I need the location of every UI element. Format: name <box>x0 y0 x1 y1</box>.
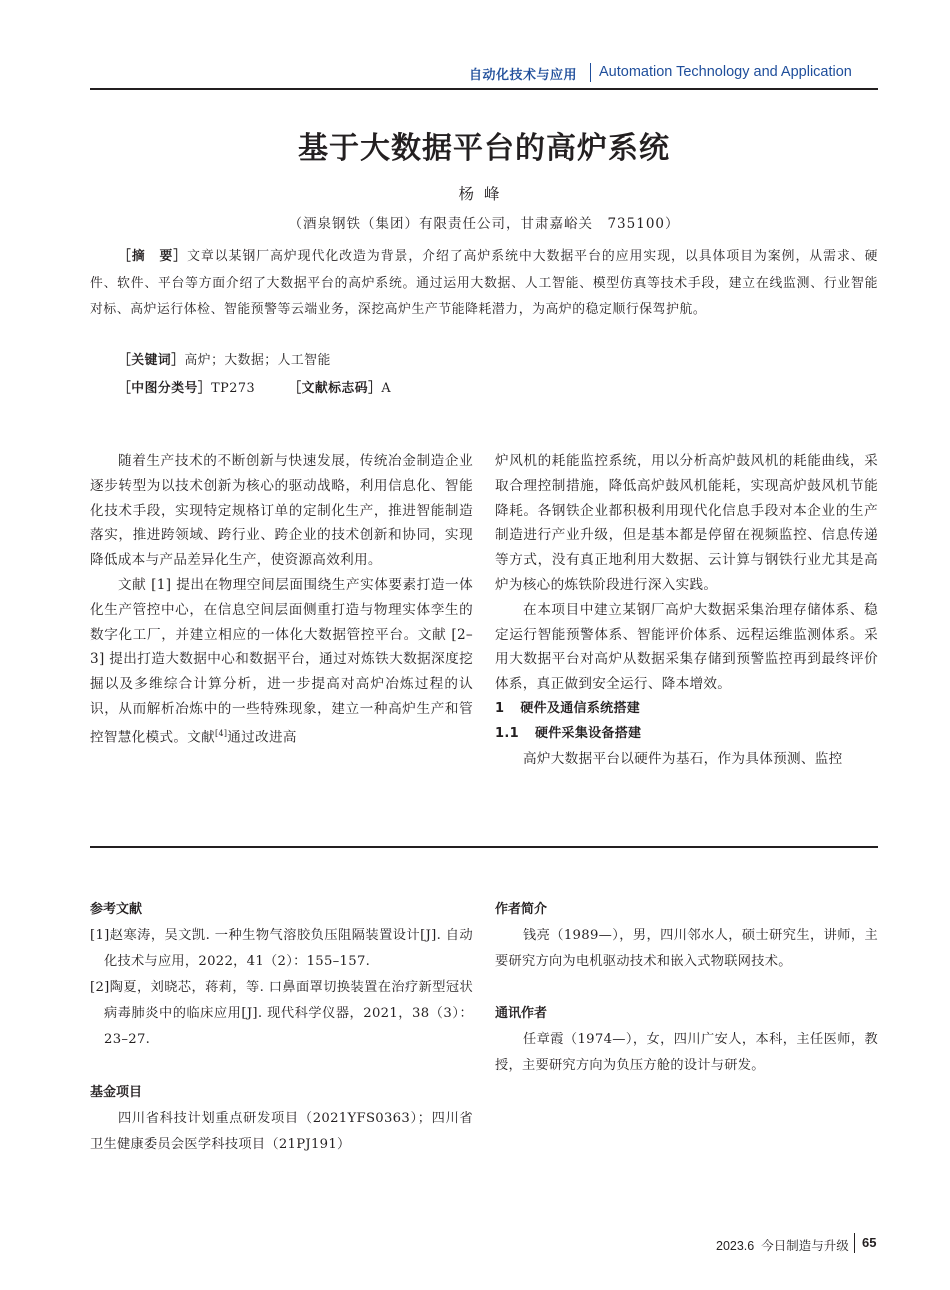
clc-label: ［中图分类号］ <box>118 381 212 396</box>
funding-text: 四川省科技计划重点研发项目（2021YFS0363）；四川省卫生健康委员会医学科技项目（21PJ191） <box>90 1111 473 1152</box>
abstract <box>90 244 878 324</box>
body-paragraph: 炉风机的耗能监控系统，用以分析高炉鼓风机的耗能曲线，采取合理控制措施，降低高炉鼓风机能耗，实现高炉鼓风机节能降耗。各钢铁企业都积极利用现代化信息手段对本企业的生产制造进行产业升级，但是基本都是停留在视频监控、信息传递等方式，没有真正地利用大数据、云计算与钢铁行业尤其是高炉为核心的炼铁阶段进行深入实践。 <box>495 453 878 593</box>
references-block <box>90 898 473 1053</box>
classification-line <box>118 377 391 396</box>
article-author: 杨峰 <box>458 185 510 203</box>
header-rule <box>90 88 878 90</box>
header-section-cn: 自动化技术与应用 <box>469 68 578 83</box>
author-bio-text: 钱亮（1989—），男，四川邻水人，硕士研究生，讲师，主要研究方向为电机驱动技术和嵌入式物联网技术。 <box>495 928 878 969</box>
section-title: 硬件及通信系统搭建 <box>520 700 641 716</box>
abstract-label: ［摘 要］ <box>118 249 188 264</box>
body-paragraph: 随着生产技术的不断创新与快速发展，传统冶金制造企业逐步转型为以技术创新为核心的驱动战略，利用信息化、智能化技术手段，实现特定规格订单的定制化生产，推进智能制造落实，推进跨领域、跨行业、跨企业的技术创新和协同，实现降低成本与产品差异化生产，使资源高效利用。 <box>90 453 473 569</box>
abstract-text: 文章以某钢厂高炉现代化改造为背景，介绍了高炉系统中大数据平台的应用实现，以具体项目为案例，从需求、硬件、软件、平台等方面介绍了大数据平台的高炉系统。通过运用大数据、人工智能、模型仿真等技术手段，建立在线监测、行业智能对标、高炉运行体检、智能预警等云端业务，深挖高炉生产节能降耗潜力，为高炉的稳定顺行保驾护航。 <box>90 249 879 317</box>
footer-journal-name: 今日制造与升级 <box>761 1239 849 1253</box>
section-heading-1-1 <box>495 722 878 747</box>
header-divider <box>590 63 591 82</box>
funding-heading: 基金项目 <box>90 1085 143 1100</box>
keywords-line <box>118 349 331 368</box>
keywords-text: 高炉；大数据；人工智能 <box>184 353 331 368</box>
section-heading-1 <box>495 697 878 722</box>
author-bio-heading: 作者简介 <box>495 902 548 917</box>
page-number: 65 <box>862 1235 877 1250</box>
clc-value: TP273 <box>211 381 256 396</box>
body-left-column <box>90 449 473 750</box>
section-title: 硬件采集设备搭建 <box>534 725 642 741</box>
corresponding-author-text: 任章霞（1974—），女，四川广安人，本科，主任医师，教授，主要研究方向为负压方舱的设计与研发。 <box>495 1032 878 1073</box>
section-number: 1 <box>495 700 505 716</box>
body-text: 文献 [1] 提出在物理空间层面围绕生产实体要素打造一体化生产管控中心，在信息空间层面侧重打造与物理实体孪生的数字化工厂，并建立相应的一体化大数据管控平台。文献 [2–3] 提出打造大数据中心和数据平台，通过对炼铁大数据深度挖掘以及多维综合计算分析，进一步提高对高炉冶炼过程的认识，从而解析冶炼中的一些特殊现象，建立一种高炉生产和管控智慧化模式。文献 <box>90 576 473 746</box>
reference-item: [1]赵寒涛，吴文凯. 一种生物气溶胶负压阻隔装置设计[J]. 自动化技术与应用，2022，41（2）：155–157. <box>90 928 473 969</box>
corresponding-author-block <box>495 1002 878 1079</box>
footer-issue: 2023.6 <box>716 1239 755 1253</box>
body-paragraph: 在本项目中建立某钢厂高炉大数据采集治理存储体系、稳定运行智能预警体系、智能评价体系、远程运维监测体系。采用大数据平台对高炉从数据采集存储到预警监控再到最终评价体系，真正做到安全运行、降本增效。 <box>495 601 878 693</box>
citation-superscript: [4] <box>215 728 228 738</box>
article-affiliation: （酒泉钢铁（集团）有限责任公司，甘肃嘉峪关 735100） <box>288 216 680 232</box>
doc-code-label: ［文献标志码］ <box>288 381 382 396</box>
article-title: 基于大数据平台的高炉系统 <box>298 131 670 166</box>
body-text: 通过改进高 <box>227 729 297 746</box>
funding-block <box>90 1081 473 1158</box>
section-number: 1.1 <box>495 725 519 741</box>
body-right-column <box>495 449 878 771</box>
body-paragraph <box>90 573 473 750</box>
keywords-label: ［关键词］ <box>118 353 185 368</box>
author-bio-block <box>495 898 878 975</box>
header-section-en: Automation Technology and Application <box>599 64 852 80</box>
reference-item: [2]陶夏，刘晓芯，蒋莉，等. 口鼻面罩切换装置在治疗新型冠状病毒肺炎中的临床应用[J]. 现代科学仪器，2021，38（3）：23–27. <box>90 980 473 1047</box>
footer-divider <box>854 1233 855 1253</box>
footer-journal <box>716 1236 849 1254</box>
body-paragraph: 高炉大数据平台以硬件为基石，作为具体预测、监控 <box>523 750 843 767</box>
references-heading: 参考文献 <box>90 902 143 917</box>
doc-code-value: A <box>381 381 392 396</box>
section-rule <box>90 846 878 848</box>
corresponding-author-heading: 通讯作者 <box>495 1006 548 1021</box>
